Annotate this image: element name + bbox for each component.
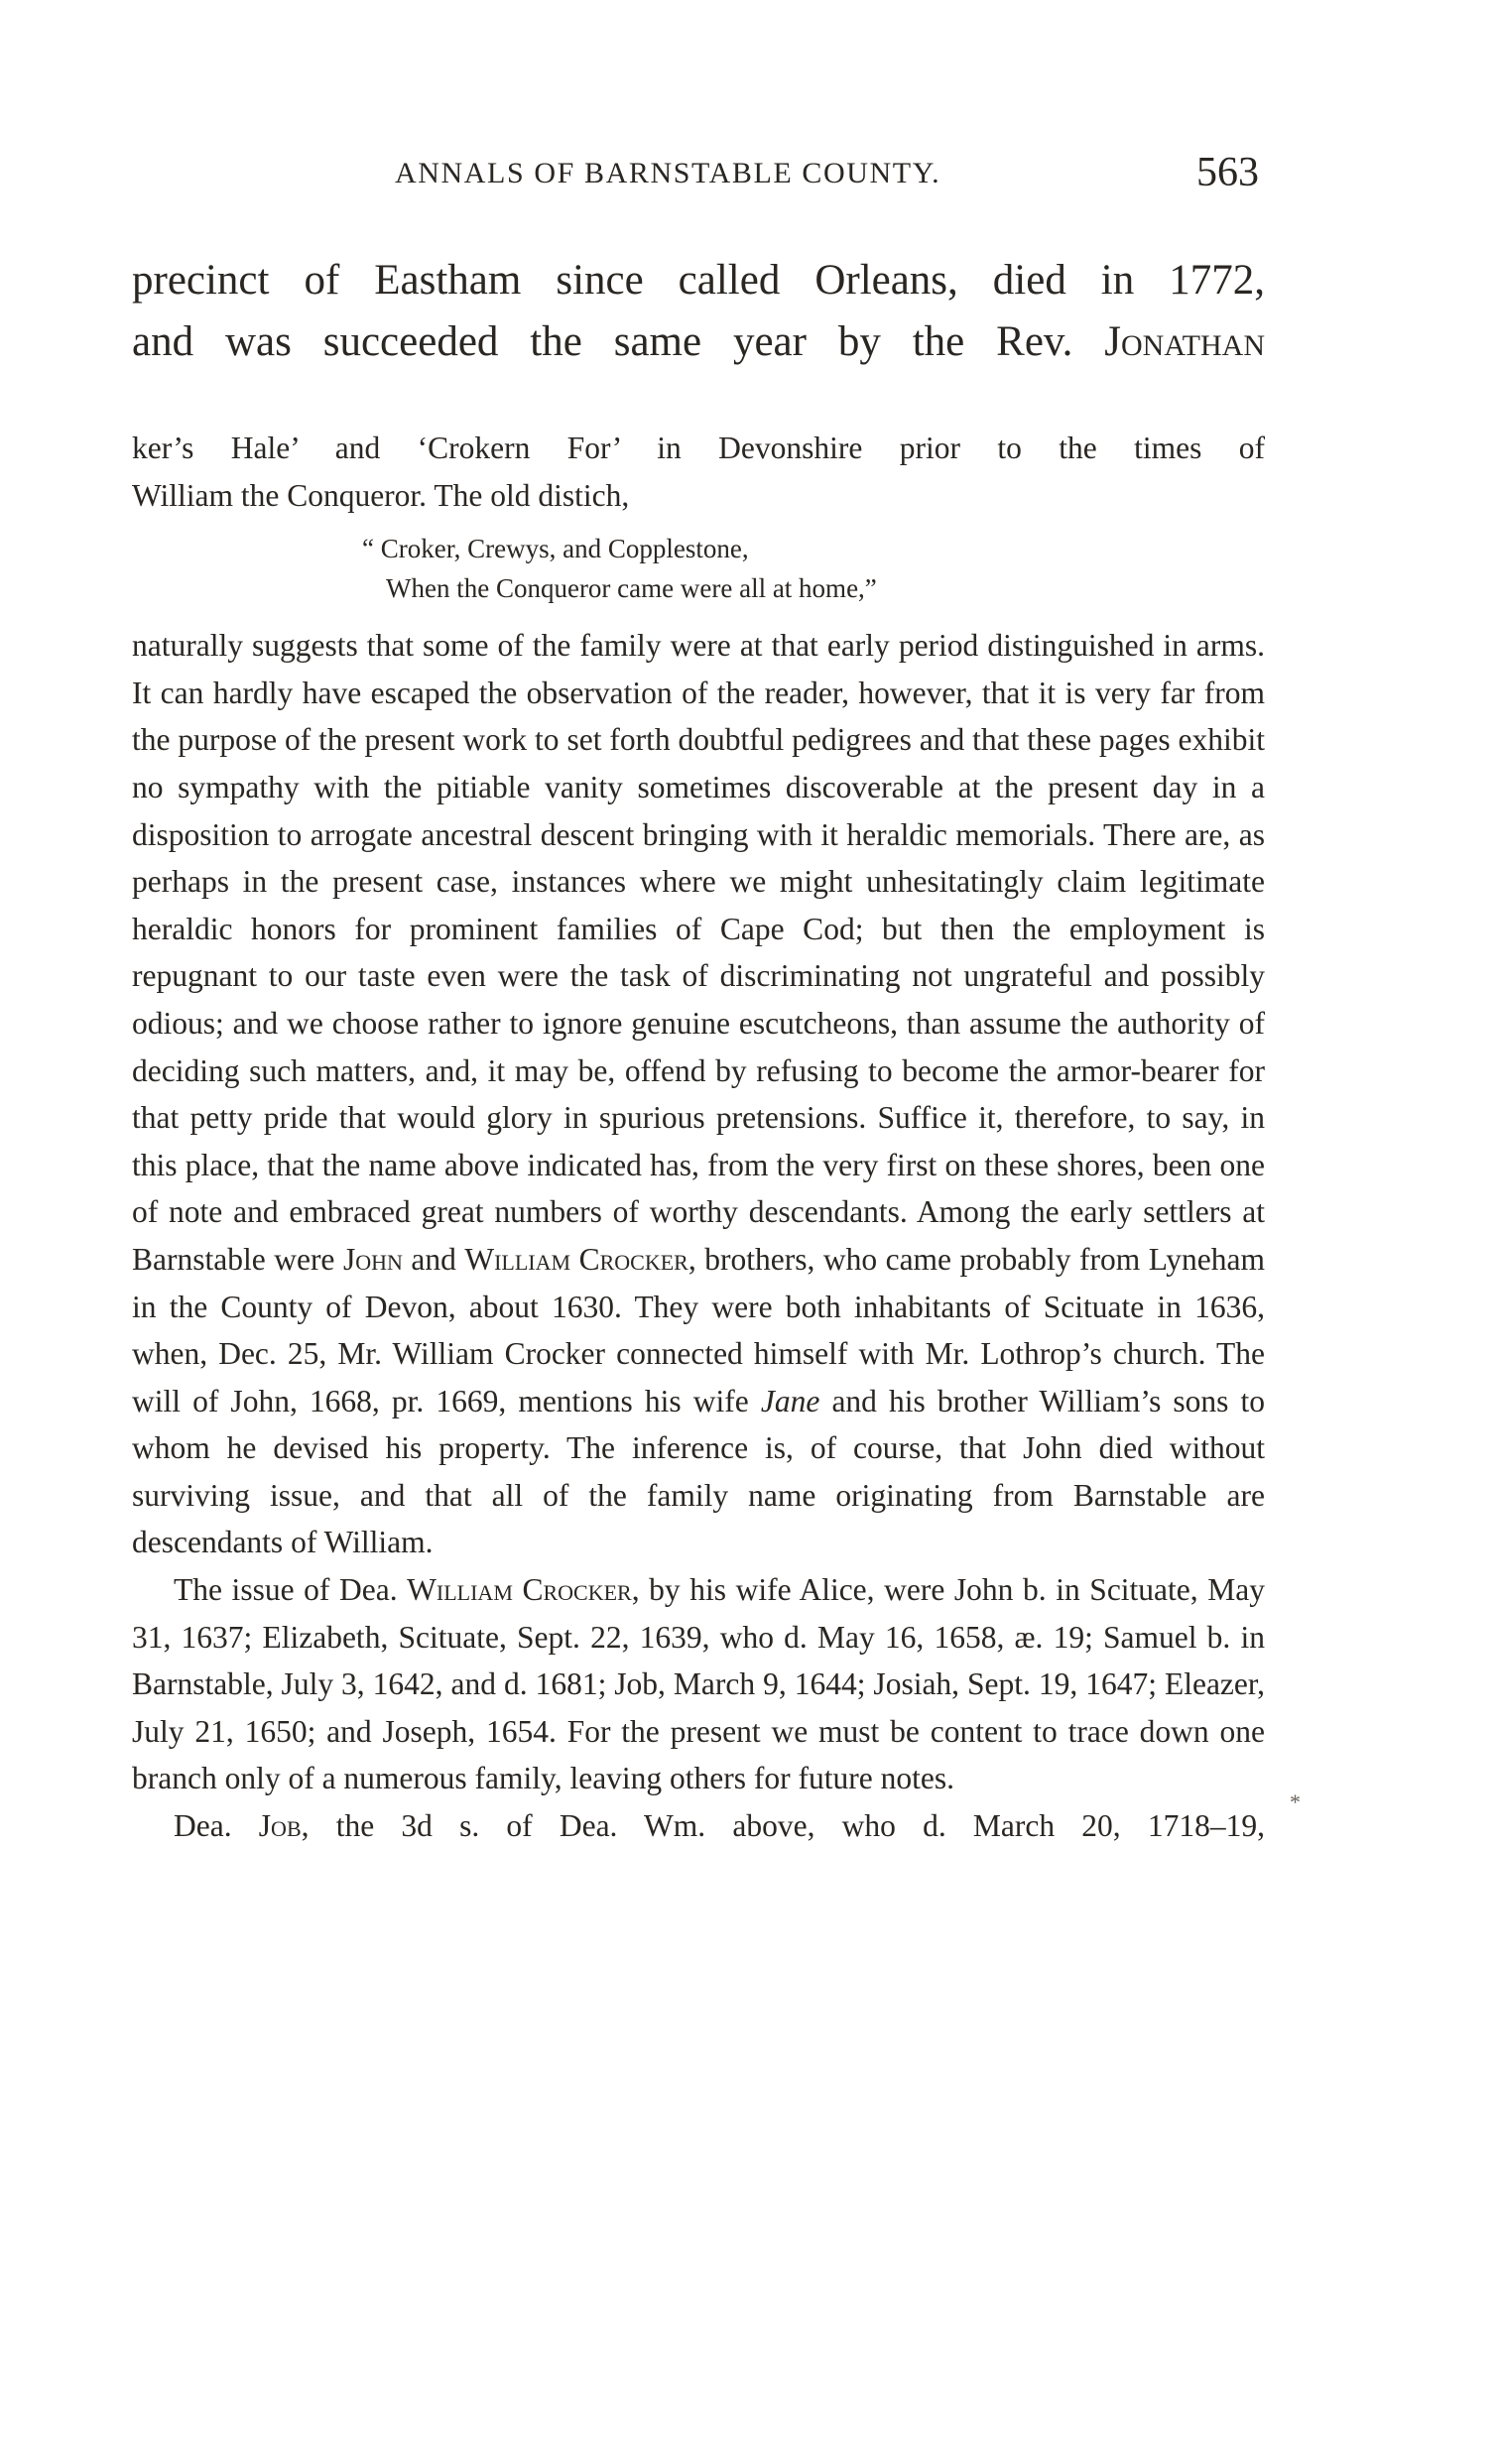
verse-line-1: “ Croker, Crewys, and Copplestone, (362, 534, 749, 564)
paragraph-3-text-a: The issue of Dea. (174, 1572, 398, 1608)
main-text-line-1: precinct of Eastham since called Orleans, died in 1772, (132, 257, 1265, 304)
paragraph-4-text-a: Dea. (174, 1808, 232, 1844)
italic-name-jane: Jane (760, 1383, 820, 1418)
verse-line-2: When the Conqueror came were all at home,” (386, 573, 877, 604)
paragraph-2-text-d: and his brother William’s sons to whom he devised his property. The inference is, of course, that John died without surviving issue, and that all of the family name originating from Barnstable are descendants of William. (132, 1383, 1266, 1560)
person-name-william-crocker-2: William Crocker (407, 1572, 632, 1608)
paragraph-2-text-b: and (411, 1241, 456, 1277)
footnote-paragraph-2 (132, 622, 1265, 1566)
footnote-line-2: William the Conqueror. The old distich, (132, 477, 630, 513)
footnote-paragraph-3 (132, 1566, 1265, 1802)
distich-verse (362, 529, 1265, 608)
person-name-john: John (342, 1241, 403, 1277)
person-name-job: Job (258, 1808, 302, 1844)
main-text (132, 250, 1265, 373)
paragraph-2-text-c: , brothers, who came probably from Lyneham in the County of Devon, about 1630. They were both inhabitants of Scituate in 1636, when, Dec. 25, Mr. William Crocker connected himself with Mr. Lothrop’s church. The will of John, 1668, pr. 1669, mentions his wife (132, 1241, 1265, 1418)
paragraph-4-text-b: , the 3d s. of Dea. Wm. above, who d. March 20, 1718–19, (301, 1808, 1266, 1844)
paragraph-3-text-b: , by his wife Alice, were John b. in Scituate, May 31, 1637; Elizabeth, Scituate, Sept. 22, 1639, who d. May 16, 1658, æ. 19; Samuel b. in Barnstable, July 3, 1642, and d. 1681; Job, March 9, 1644; Josiah, Sept. 19, 1647; Eleazer, July 21, 1650; and Joseph, 1654. For the present we must be content to trace down one branch only of a numerous family, leaving others for future notes. (132, 1572, 1265, 1796)
page-header (132, 147, 1265, 206)
main-text-line-2 (132, 311, 1265, 373)
page-number: 563 (1196, 150, 1259, 195)
person-name-william-crocker: William Crocker (464, 1241, 688, 1277)
margin-asterisk: * (1290, 1789, 1301, 1814)
person-name-jonathan: Jonathan (1104, 318, 1265, 365)
footnote-line-1: ker’s Hale’ and ‘Crokern For’ in Devonshire prior to the times of (132, 431, 1265, 465)
running-title: ANNALS OF BARNSTABLE COUNTY. (395, 157, 941, 189)
main-text-line-2-text: and was succeeded the same year by the Rev. (132, 318, 1073, 365)
footnote (132, 425, 1265, 1850)
footnote-paragraph-4 (132, 1802, 1265, 1850)
paragraph-2-text-a: naturally suggests that some of the family were at that early period distinguished in arms. It can hardly have escaped the observation of the reader, however, that it is very far from the purpose of the present work to set forth doubtful pedigrees and that these pages exhibit no sympathy with the pitiable vanity sometimes discoverable at the present day in a disposition to arrogate ancestral descent bringing with it heraldic memorials. There are, as perhaps in the present case, instances where we might unhesitatingly claim legitimate heraldic honors for prominent families of Cape Cod; but then the employment is repugnant to our taste even were the task of discriminating not ungrateful and possibly odious; and we choose rather to ignore genuine escutcheons, than assume the authority of deciding such matters, and, it may be, offend by refusing to become the armor-bearer for that petty pride that would glory in spurious pretensions. Suffice it, therefore, to say, in this place, that the name above indicated has, from the very first on these shores, been one of note and embraced great numbers of worthy descendants. Among the early settlers at Barnstable were (132, 628, 1265, 1277)
